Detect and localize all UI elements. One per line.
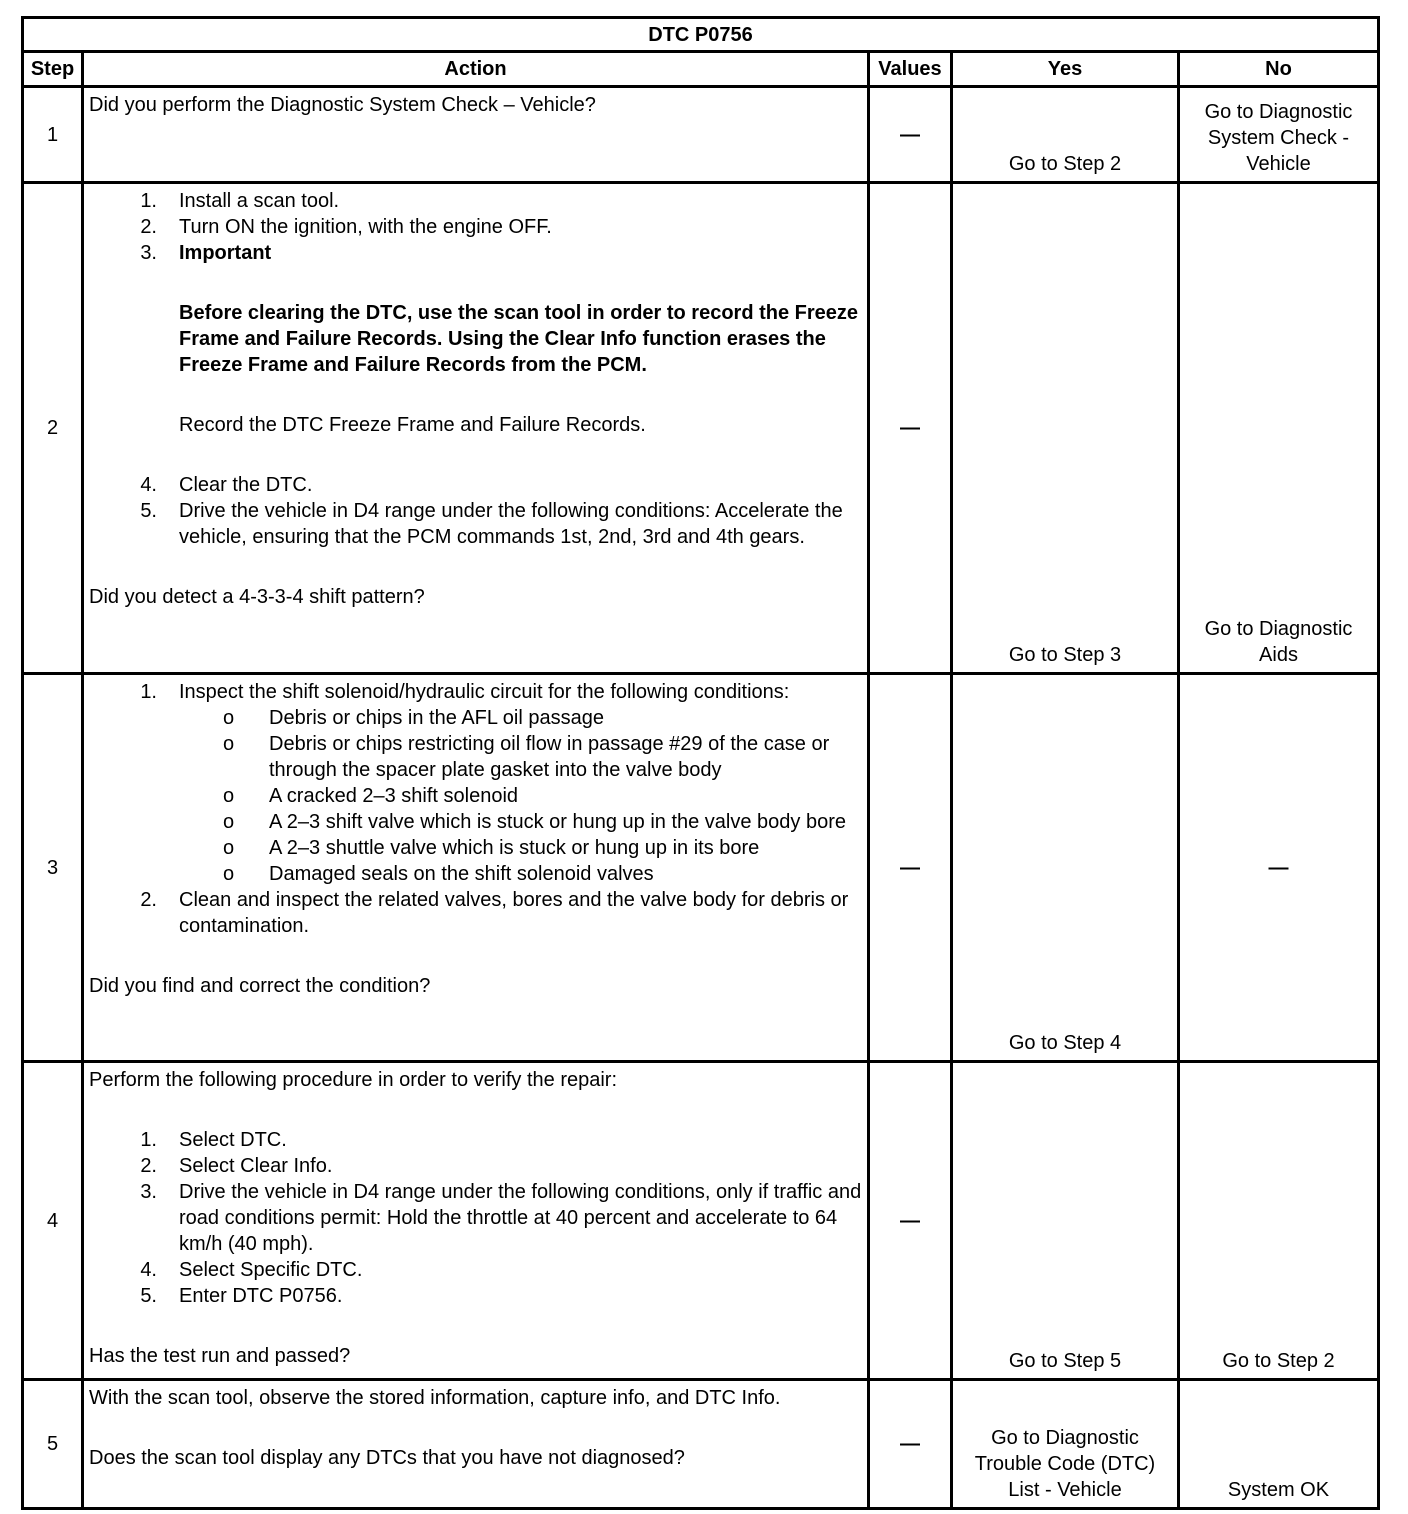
item-text: Clear the DTC. [179,474,313,496]
header-action: Action [83,52,869,87]
table-title: DTC P0756 [23,18,1379,52]
header-yes: Yes [952,52,1179,87]
table-row [23,674,1379,1062]
bullet: o [223,707,235,729]
table-row [23,1062,1379,1380]
action-cell [83,87,869,183]
item-text: Debris or chips in the AFL oil passage [269,707,604,729]
values-cell: — [869,183,952,674]
values-cell: — [869,87,952,183]
list-item [89,472,863,498]
action-question: Did you find and correct the condition? [89,975,431,997]
item-number: 1. [140,1129,157,1151]
list-item [89,498,863,550]
item-number: 2. [140,889,157,911]
step-number: 2 [23,183,83,674]
item-number: 1. [140,190,157,212]
yes-cell: Go to Step 5 [952,1062,1179,1380]
item-text: Drive the vehicle in D4 range under the following conditions, only if traffic and road conditions permit: Hold the throttle at 40 percent and accelerate to 64 km/h (40 mph). [179,1181,862,1255]
action-cell [83,183,869,674]
item-text: Inspect the shift solenoid/hydraulic circuit for the following conditions: [179,681,790,703]
item-number: 5. [140,500,157,522]
item-text: Damaged seals on the shift solenoid valves [269,863,654,885]
action-question: Did you perform the Diagnostic System Check – Vehicle? [89,94,596,116]
table-row [23,183,1379,674]
list-item [89,1179,863,1257]
header-values: Values [869,52,952,87]
steps-list [89,887,863,939]
item-text: A 2–3 shift valve which is stuck or hung up in the valve body bore [269,811,847,833]
yes-cell: Go to Step 4 [952,674,1179,1062]
item-text: Turn ON the ignition, with the engine OFF. [179,216,552,238]
list-item [89,887,863,939]
action-question: Does the scan tool display any DTCs that you have not diagnosed? [89,1447,685,1469]
list-item [179,861,863,887]
list-item [179,809,863,835]
dtc-table [21,16,1380,1510]
action-cell [83,1380,869,1509]
list-item [89,1257,863,1283]
item-text: Enter DTC P0756. [179,1285,343,1307]
list-item [89,679,863,705]
bullet: o [223,837,235,859]
item-text: Debris or chips restricting oil flow in passage #29 of the case or through the spacer plate gasket into the valve body [269,733,830,781]
conditions-list [179,705,863,887]
step-number: 1 [23,87,83,183]
yes-cell: Go to Step 3 [952,183,1179,674]
table-row [23,1380,1379,1509]
no-cell: Go to Diagnostic Aids [1179,183,1379,674]
item-number: 3. [140,1181,157,1203]
steps-list [89,1127,863,1309]
no-cell: Go to Step 2 [1179,1062,1379,1380]
values-cell: — [869,1380,952,1509]
header-no: No [1179,52,1379,87]
important-heading: Important [179,242,272,264]
no-cell: System OK [1179,1380,1379,1509]
yes-cell: Go to Step 2 [952,87,1179,183]
values-cell: — [869,674,952,1062]
list-item [89,240,863,472]
table-row [23,87,1379,183]
header-row [23,52,1379,87]
steps-list [89,679,863,705]
step-number: 4 [23,1062,83,1380]
list-item [179,705,863,731]
list-item [89,1127,863,1153]
list-item [89,188,863,214]
bullet: o [223,811,235,833]
list-item [179,783,863,809]
no-cell: — [1179,674,1379,1062]
no-cell: Go to Diagnostic System Check - Vehicle [1179,87,1379,183]
bullet: o [223,733,235,755]
step-number: 3 [23,674,83,1062]
header-step: Step [23,52,83,87]
list-item [179,835,863,861]
item-number: 5. [140,1285,157,1307]
item-text: Select Clear Info. [179,1155,333,1177]
yes-cell: Go to Diagnostic Trouble Code (DTC) List - Vehicle [952,1380,1179,1509]
important-note: Before clearing the DTC, use the scan tool in order to record the Freeze Frame and Failure Records. Using the Clear Info function erases the Freeze Frame and Failure Records from the PCM. [179,302,859,376]
list-item [89,1283,863,1309]
item-number: 2. [140,1155,157,1177]
action-intro: Perform the following procedure in order to verify the repair: [89,1069,618,1091]
bullet: o [223,785,235,807]
action-intro: With the scan tool, observe the stored information, capture info, and DTC Info. [89,1387,781,1409]
steps-list [89,188,863,550]
record-instruction: Record the DTC Freeze Frame and Failure Records. [179,414,646,436]
item-text: A 2–3 shuttle valve which is stuck or hung up in its bore [269,837,760,859]
item-number: 2. [140,216,157,238]
item-text: Clean and inspect the related valves, bores and the valve body for debris or contamination. [179,889,849,937]
item-number: 4. [140,1259,157,1281]
bullet: o [223,863,235,885]
list-item [89,1153,863,1179]
item-text: A cracked 2–3 shift solenoid [269,785,519,807]
item-text: Install a scan tool. [179,190,340,212]
list-item [179,731,863,783]
action-cell [83,1062,869,1380]
values-cell: — [869,1062,952,1380]
step-number: 5 [23,1380,83,1509]
item-text: Select Specific DTC. [179,1259,363,1281]
list-item [89,214,863,240]
item-number: 1. [140,681,157,703]
item-text: Select DTC. [179,1129,287,1151]
action-question: Has the test run and passed? [89,1345,351,1367]
item-number: 3. [140,242,157,264]
action-cell [83,674,869,1062]
item-text: Drive the vehicle in D4 range under the following conditions: Accelerate the vehicle, ensuring that the PCM commands 1st, 2nd, 3rd and 4th gears. [179,500,843,548]
action-question: Did you detect a 4-3-3-4 shift pattern? [89,586,425,608]
item-number: 4. [140,474,157,496]
